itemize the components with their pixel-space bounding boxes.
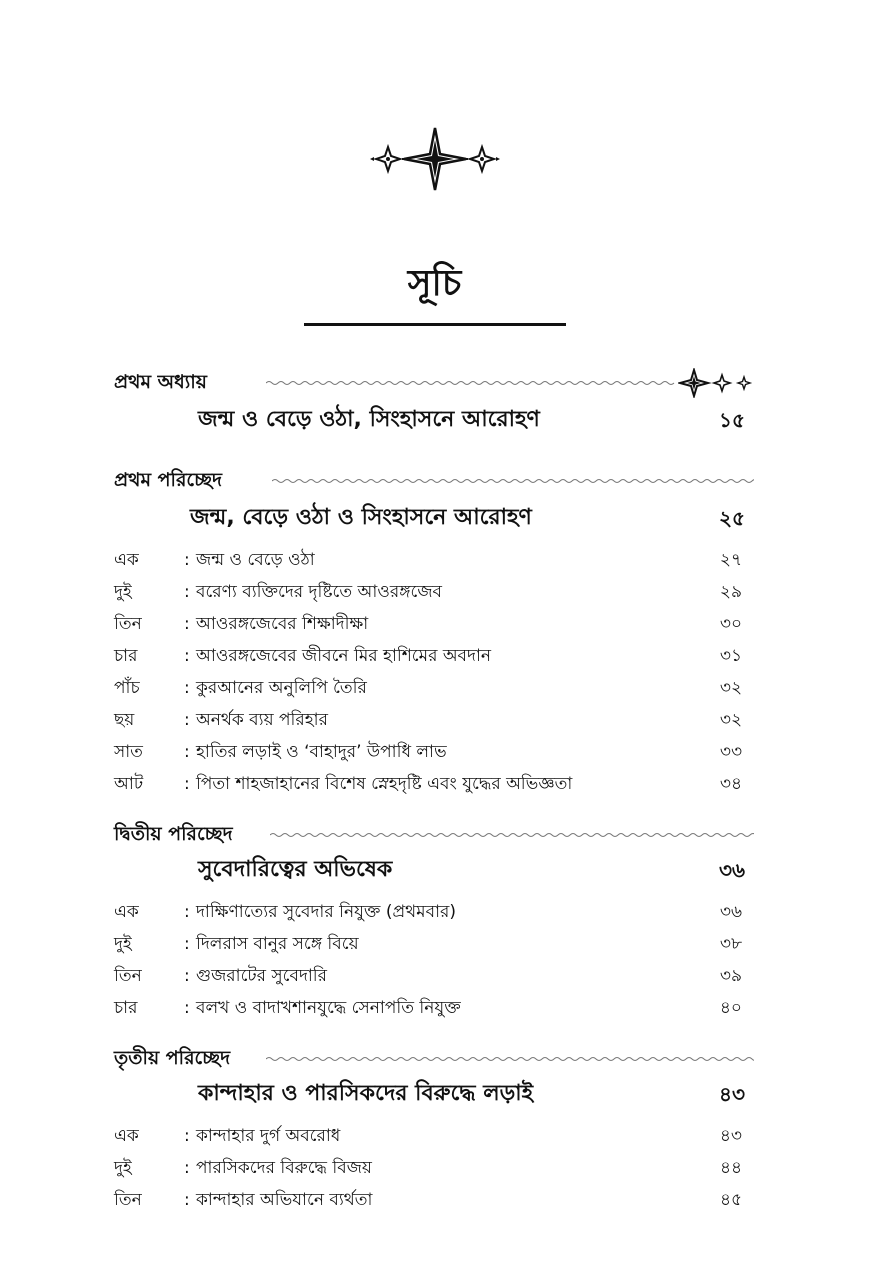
toc-entry[interactable]: আট : পিতা শাহজাহানের বিশেষ স্নেহদৃষ্টি এবং যুদ্ধের অভিজ্ঞতা ৩৪ [114,768,754,800]
toc-entry[interactable]: দুই : পারসিকদের বিরুদ্ধে বিজয় ৪৪ [114,1152,754,1184]
entry-number: এক [114,550,139,570]
entry-number: তিন [114,1190,142,1210]
entry-title: দিলরাস বানুর সঙ্গে বিয়ে [196,934,359,954]
entry-title: হাতির লড়াই ও ‘বাহাদুর’ উপাধি লাভ [196,742,447,762]
section-heading: কান্দাহার ও পারসিকদের বিরুদ্ধে লড়াই [198,1081,534,1106]
entry-page: ৪৫ [719,1190,742,1210]
entry-number: এক [114,1126,139,1146]
toc-entry[interactable]: দুই : বরেণ্য ব্যক্তিদের দৃষ্টিতে আওরঙ্গজেব ২৯ [114,576,754,608]
entry-page: ৩৩ [719,742,742,762]
entry-number: পাঁচ [114,678,140,698]
entry-title: কান্দাহার দুর্গ অবরোধ [196,1126,341,1146]
entry-title: কুরআনের অনুলিপি তৈরি [196,678,367,698]
entry-number: তিন [114,614,142,634]
part-heading: জন্ম ও বেড়ে ওঠা, সিংহাসনে আরোহণ [198,407,540,432]
section-label: দ্বিতীয় পরিচ্ছেদ [114,823,233,845]
toc-entry[interactable]: তিন : আওরঙ্গজেবের শিক্ষাদীক্ষা ৩০ [114,608,754,640]
toc-entry[interactable]: দুই : দিলরাস বানুর সঙ্গে বিয়ে ৩৮ [114,928,754,960]
section-heading: জন্ম, বেড়ে ওঠা ও সিংহাসনে আরোহণ [190,505,532,530]
entry-page: ২৯ [719,582,742,602]
section-page-number: ৩৬ [718,858,745,882]
entry-page: ৩০ [719,614,742,634]
toc-entry[interactable]: চার : বলখ ও বাদাখশানযুদ্ধে সেনাপতি নিযুক্ত ৪০ [114,992,754,1024]
wavy-divider [266,1054,754,1064]
entry-number: দুই [114,934,132,954]
entry-number: সাত [114,742,143,762]
toc-entry[interactable]: তিন : গুজরাটের সুবেদারি ৩৯ [114,960,754,992]
section-page-number: ৪৩ [719,1082,745,1106]
section-heading: সুবেদারিত্বের অভিষেক [198,857,393,882]
entry-number: তিন [114,966,142,986]
wavy-divider [270,830,754,840]
toc-entry[interactable]: চার : আওরঙ্গজেবের জীবনে মির হাশিমের অবদান ৩১ [114,640,754,672]
entry-title: পারসিকদের বিরুদ্ধে বিজয় [196,1158,372,1178]
wavy-divider [266,378,676,388]
entry-page: ৩২ [719,710,742,730]
page-title: সূচি [407,263,462,304]
entry-number: চার [114,646,138,666]
entry-page: ৪৩ [719,1126,742,1146]
section-label: প্রথম পরিচ্ছেদ [114,469,223,491]
entry-page: ৩৪ [719,774,742,794]
entry-title: কান্দাহার অভিযানে ব্যর্থতা [196,1190,373,1210]
entry-page: ৩৮ [719,934,742,954]
entry-title: বলখ ও বাদাখশানযুদ্ধে সেনাপতি নিযুক্ত [196,998,461,1018]
entry-page: ৪৪ [719,1158,742,1178]
entry-page: ৩৯ [719,966,742,986]
section-label: তৃতীয় পরিচ্ছেদ [114,1047,231,1069]
entry-title: গুজরাটের সুবেদারি [196,966,328,986]
entry-title: আওরঙ্গজেবের জীবনে মির হাশিমের অবদান [196,646,492,666]
toc-entry[interactable]: ছয় : অনর্থক ব্যয় পরিহার ৩২ [114,704,754,736]
part-label: প্রথম অধ্যায় [114,371,207,393]
entry-title: জন্ম ও বেড়ে ওঠা [196,550,315,570]
toc-entry[interactable]: সাত : হাতির লড়াই ও ‘বাহাদুর’ উপাধি লাভ ৩৩ [114,736,754,768]
entry-number: দুই [114,582,132,602]
entry-title: দাক্ষিণাত্যের সুবেদার নিযুক্ত (প্রথমবার) [196,902,456,922]
part-page-number: ১৫ [719,408,745,432]
toc-entry[interactable]: এক : কান্দাহার দুর্গ অবরোধ ৪৩ [114,1120,754,1152]
entry-number: দুই [114,1158,132,1178]
entry-page: ৩১ [719,646,742,666]
entry-title: আওরঙ্গজেবের শিক্ষাদীক্ষা [196,614,369,634]
entry-title: পিতা শাহজাহানের বিশেষ স্নেহদৃষ্টি এবং যুদ্ধের অভিজ্ঞতা [196,774,573,794]
entry-title: অনর্থক ব্যয় পরিহার [196,710,328,730]
star-ornament-icon [366,126,504,192]
title-underline [304,323,566,326]
entry-number: চার [114,998,138,1018]
star-ornament-icon [678,368,754,398]
toc-entry[interactable]: পাঁচ : কুরআনের অনুলিপি তৈরি ৩২ [114,672,754,704]
entry-number: আট [114,774,144,794]
entry-number: এক [114,902,139,922]
entry-page: ২৭ [719,550,742,570]
toc-entry[interactable]: এক : জন্ম ও বেড়ে ওঠা ২৭ [114,544,754,576]
entry-page: ৪০ [719,998,742,1018]
wavy-divider [272,476,754,486]
entry-page: ৩৬ [719,902,742,922]
entry-page: ৩২ [719,678,742,698]
entry-number: ছয় [114,710,135,730]
toc-entry[interactable]: তিন : কান্দাহার অভিযানে ব্যর্থতা ৪৫ [114,1184,754,1216]
toc-entry[interactable]: এক : দাক্ষিণাত্যের সুবেদার নিযুক্ত (প্রথমবার) ৩৬ [114,896,754,928]
entry-title: বরেণ্য ব্যক্তিদের দৃষ্টিতে আওরঙ্গজেব [196,582,442,602]
section-page-number: ২৫ [719,506,745,530]
